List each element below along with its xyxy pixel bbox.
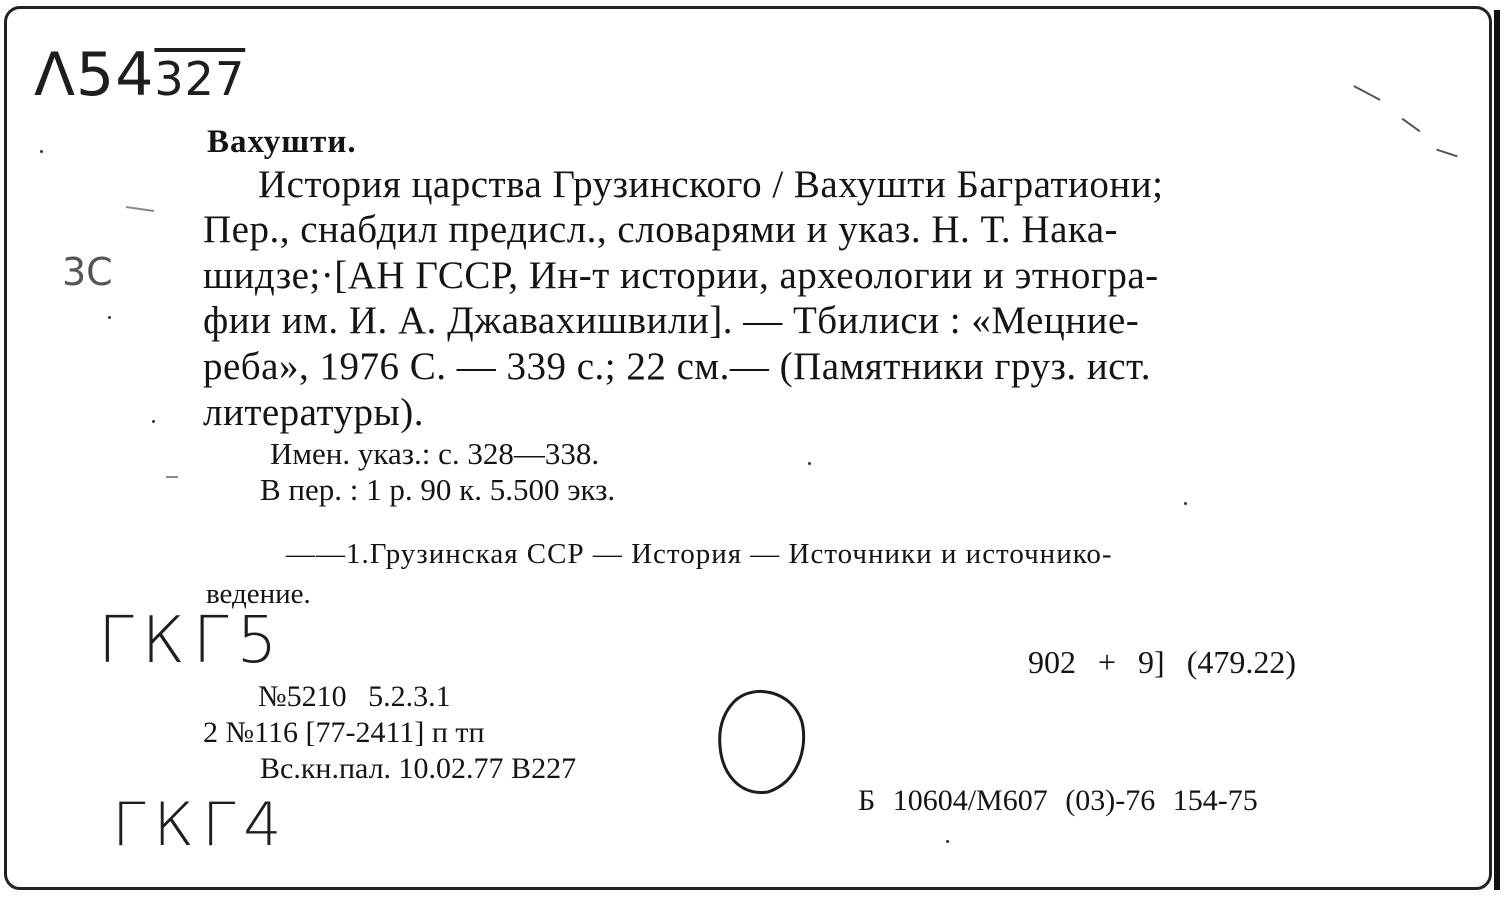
scan-speck <box>1184 502 1187 505</box>
order-number: №5210 5.2.3.1 <box>258 680 451 713</box>
accession-main: Λ54 <box>34 40 155 110</box>
card-edge-shadow <box>1494 10 1500 890</box>
price-note: В пер. : 1 р. 90 к. 5.500 экз. <box>260 472 616 507</box>
print-info: 2 №116 [77-2411] п тп <box>203 716 485 749</box>
shelf-mark-handwritten-2: ГКГ4 <box>112 790 290 860</box>
accession-number-handwritten <box>34 40 245 110</box>
catalog-code: Б 10604/М607 (03)-76 154-75 <box>858 784 1258 817</box>
scan-speck <box>152 420 155 423</box>
shelf-mark-handwritten-1: ГКГ5 <box>98 604 286 678</box>
scan-speck <box>40 150 43 153</box>
scan-speck <box>108 316 111 319</box>
subject-heading: ——1.Грузинская ССР — История — Источники и источнико- <box>286 538 1113 570</box>
scan-dash <box>166 476 178 478</box>
scan-speck <box>808 462 811 465</box>
author-heading: Вахушти. <box>207 124 357 160</box>
scan-speck <box>946 840 949 843</box>
body-line: Пер., снабдил предисл., словарями и указ. Н. Т. Нака- <box>203 208 1119 251</box>
body-line: История царства Грузинского / Вахушти Багратиони; <box>258 163 1164 206</box>
classification-code: 902 + 9] (479.22) <box>1028 644 1297 680</box>
body-line: литературы). <box>203 391 424 434</box>
index-note: Имен. указ.: с. 328—338. <box>270 436 600 471</box>
side-mark-handwritten: 3С <box>62 250 113 294</box>
subject-heading-continued: ведение. <box>206 578 311 610</box>
hand-drawn-circle <box>716 686 806 798</box>
accession-sub: 327 <box>154 52 246 106</box>
body-line: шидзе;·[АН ГССР, Ин-т истории, археологии и этногра- <box>203 254 1159 297</box>
body-line: реба», 1976 С. — 339 с.; 22 см.— (Памятники груз. ист. <box>203 345 1151 388</box>
book-chamber-info: Вс.кн.пал. 10.02.77 В227 <box>260 752 577 785</box>
body-line: фии им. И. А. Джавахишвили]. — Тбилиси : «Мецние- <box>203 299 1140 342</box>
